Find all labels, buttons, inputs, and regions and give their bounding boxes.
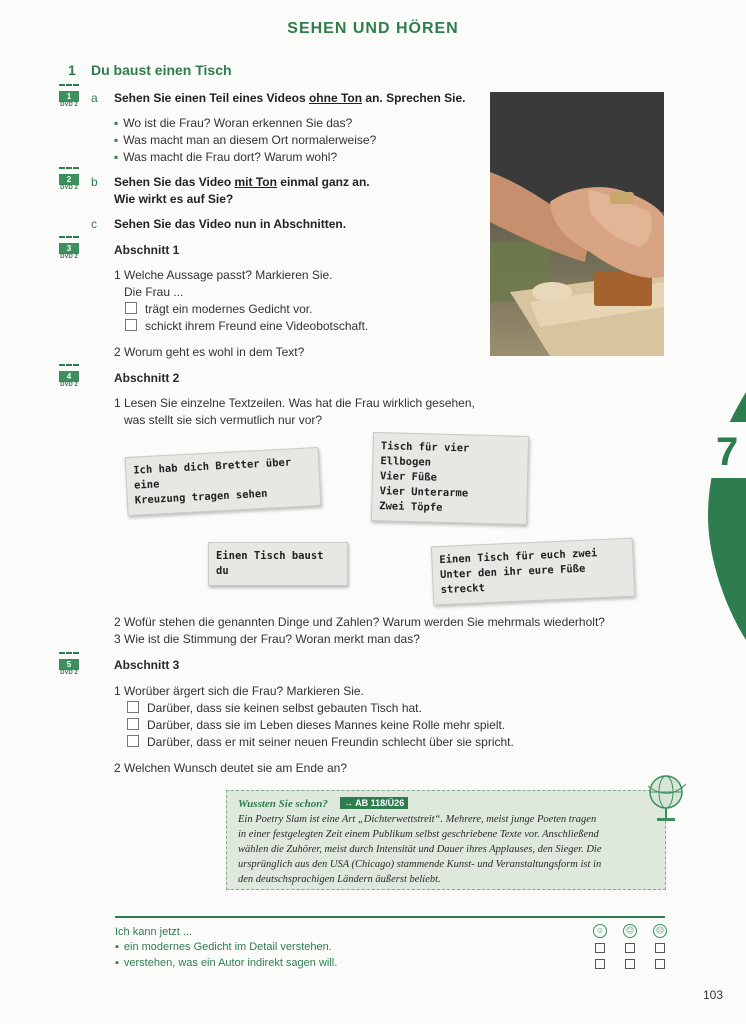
smiley-sad-icon: ☹	[653, 924, 667, 938]
globe-icon	[646, 772, 686, 829]
can-do-item-1: ▪ ein modernes Gedicht im Detail verstehen.	[115, 941, 332, 953]
checkbox[interactable]	[125, 302, 137, 314]
self-assessment-checkbox[interactable]	[625, 959, 635, 969]
task-b-letter: b	[91, 175, 98, 189]
woodworking-photo	[490, 92, 664, 356]
dvd-track-4-icon[interactable]: 4 DVD 2	[58, 364, 80, 388]
note-bretter: Ich hab dich Bretter über eine Kreuzung tragen sehen	[125, 447, 322, 516]
abschnitt-1-question-2: 2 Worum geht es wohl in dem Text?	[114, 345, 305, 359]
abschnitt-2-question-2: 2 Wofür stehen die genannten Dinge und Zahlen? Warum werden Sie mehrmals wiederholt?	[114, 615, 605, 629]
abschnitt-2-question-1-line-2: was stellt sie sich vermutlich nur vor?	[124, 413, 323, 427]
workbook-reference-link[interactable]: → AB 118/Ü26	[340, 797, 408, 809]
abschnitt-1-title: Abschnitt 1	[114, 243, 180, 257]
abschnitt-2-title: Abschnitt 2	[114, 371, 180, 385]
section-title: Du baust einen Tisch	[91, 62, 232, 78]
abschnitt-2-question-3: 3 Wie ist die Stimmung der Frau? Woran merkt man das?	[114, 632, 420, 646]
task-b-question: Wie wirkt es auf Sie?	[114, 192, 234, 206]
dvd-track-2-icon[interactable]: 2 DVD 2	[58, 167, 80, 191]
dvd-track-5-icon[interactable]: 5 DVD 2	[58, 652, 80, 676]
self-assessment-checkbox[interactable]	[655, 959, 665, 969]
self-assessment-checkbox[interactable]	[625, 943, 635, 953]
abschnitt-3-option-1[interactable]: Darüber, dass sie keinen selbst gebauten Tisch hat.	[127, 700, 422, 717]
checkbox[interactable]	[125, 319, 137, 331]
self-assessment-checkbox[interactable]	[595, 943, 605, 953]
dvd-track-3-icon[interactable]: 3 DVD 2	[58, 236, 80, 260]
abschnitt-3-option-3[interactable]: Darüber, dass er mit seiner neuen Freundin schlecht über sie spricht.	[127, 734, 514, 751]
task-b-instruction: Sehen Sie das Video mit Ton einmal ganz an.	[114, 175, 370, 189]
checkbox[interactable]	[127, 718, 139, 730]
self-assessment-checkbox[interactable]	[655, 943, 665, 953]
note-einen-tisch-baust-du: Einen Tisch baust du	[208, 542, 348, 586]
task-c-instruction: Sehen Sie das Video nun in Abschnitten.	[114, 217, 347, 231]
task-a-letter: a	[91, 91, 98, 105]
checkbox[interactable]	[127, 735, 139, 747]
abschnitt-3-title: Abschnitt 3	[114, 658, 180, 672]
note-tisch-fuer-euch-zwei: Einen Tisch für euch zwei Unter den ihr eure Füße streckt	[431, 538, 635, 606]
page-title: SEHEN UND HÖREN	[287, 20, 459, 37]
abschnitt-3-question-2: 2 Welchen Wunsch deutet sie am Ende an?	[114, 761, 348, 775]
abschnitt-1-option-1[interactable]: trägt ein modernes Gedicht vor.	[125, 301, 312, 318]
info-box-text: Ein Poetry Slam ist eine Art „Dichterwettstreit“. Mehrere, meist junge Poeten tragen in einer festgelegten Zeit einem Publikum selbst geschriebene Texte vor. Anschließend wählen die Zuhörer, meist durch Intensität und Dauer ihres Applauses, den Sieger. Die ursprünglich aus den USA (Chicago) stammende Kunst- und Veranstaltungsform ist in den deutschsprachigen Ländern äußerst beliebt.	[238, 814, 602, 885]
self-assessment-checkbox[interactable]	[595, 959, 605, 969]
divider	[115, 916, 665, 918]
info-box-heading: Wussten Sie schon?	[238, 798, 328, 810]
abschnitt-1-question-1: 1 Welche Aussage passt? Markieren Sie.	[114, 268, 333, 282]
dvd-track-1-icon[interactable]: 1 DVD 2	[58, 84, 80, 108]
can-do-item-2: ▪ verstehen, was ein Autor indirekt sagen will.	[115, 957, 337, 969]
can-do-heading: Ich kann jetzt ...	[115, 926, 193, 938]
chapter-number: 7	[716, 430, 739, 474]
task-a-bullet-2: ▪ Was macht man an diesem Ort normalerweise?	[114, 133, 376, 147]
abschnitt-3-question-1: 1 Worüber ärgert sich die Frau? Markieren Sie.	[114, 684, 364, 698]
note-tisch-fuer-vier: Tisch für vier Ellbogen Vier Füße Vier Unterarme Zwei Töpfe	[371, 432, 529, 525]
checkbox[interactable]	[127, 701, 139, 713]
task-c-letter: c	[91, 217, 97, 231]
task-a-bullet-1: ▪ Wo ist die Frau? Woran erkennen Sie das?	[114, 116, 352, 130]
page-number: 103	[703, 988, 724, 1002]
abschnitt-1-option-2[interactable]: schickt ihrem Freund eine Videobotschaft.	[125, 318, 368, 335]
abschnitt-1-lead: Die Frau ...	[124, 285, 184, 299]
task-a-bullet-3: ▪ Was macht die Frau dort? Warum wohl?	[114, 150, 337, 164]
smiley-happy-icon: ☺	[593, 924, 607, 938]
task-a-instruction: Sehen Sie einen Teil eines Videos ohne Ton an. Sprechen Sie.	[114, 91, 466, 105]
abschnitt-3-option-2[interactable]: Darüber, dass sie im Leben dieses Mannes keine Rolle mehr spielt.	[127, 717, 505, 734]
section-number: 1	[68, 62, 76, 78]
smiley-neutral-icon: 😐	[623, 924, 637, 938]
abschnitt-2-question-1-line-1: 1 Lesen Sie einzelne Textzeilen. Was hat die Frau wirklich gesehen,	[114, 396, 475, 410]
